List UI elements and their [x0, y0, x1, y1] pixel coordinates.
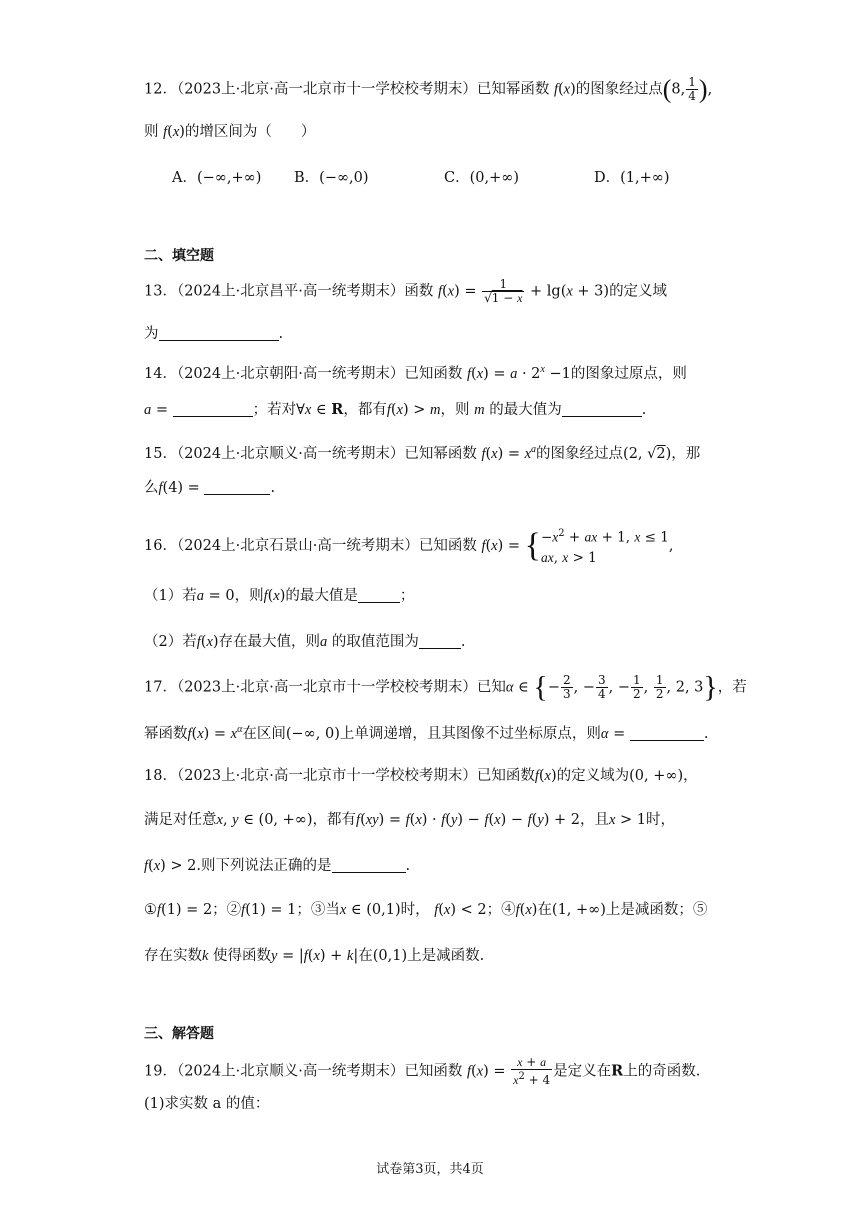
- q14-answer-blank-1[interactable]: [173, 400, 253, 417]
- q12-line1: 12．（2023上·北京·高一北京市十一学校校考期末）已知幂函数 f(x)的图象经过点(8, $\frac{1}{4}$ ),: [144, 74, 713, 104]
- q18-line5: 存在实数k 使得函数y = |f(x) + k|在(0,1)上是减函数.: [144, 948, 485, 964]
- q12-option-c: C．(0,+∞): [444, 170, 519, 186]
- q14-answer-blank-2[interactable]: [562, 400, 642, 417]
- page-footer: 试卷第3页，共4页: [376, 1162, 484, 1177]
- q13-line1: 13．（2024上·北京昌平·高一统考期末）函数 f(x) = $\frac{1}{√1 - x}$ + lg(x + 3)的定义域: [144, 277, 668, 305]
- q12-line2: 则 f(x)的增区间为（ ）: [144, 124, 316, 140]
- q19-sub1: (1)求实数 a 的值：: [144, 1096, 270, 1112]
- section-answer: 三、解答题: [144, 1026, 214, 1042]
- q15-line1: 15．（2024上·北京顺义·高一统考期末）已知幂函数 $f(x) = x^a$的图象经过点(2, √2)，那: [144, 444, 701, 462]
- q17-line1: 17．（2023上·北京·高一北京市十一学校校考期末）已知α ∈ {− $\frac{2}{3}$ , − $\frac{3}{4}$ , − $\frac{1}{2}$ , $\frac{1}{2}$ , 2, 3}，若: [144, 670, 747, 704]
- q16-answer-blank-1[interactable]: [358, 586, 400, 603]
- q12-option-b: B．(−∞,0): [294, 170, 369, 186]
- q18-line4: ①f(1) = 2；②f(1) = 1；③当x ∈ (0,1)时， f(x) < 2；④f(x)在(1, +∞)上是减函数；⑤: [144, 902, 708, 918]
- q14-line1: 14．（2024上·北京朝阳·高一统考期末）已知函数 $f(x) = a \cdot 2^x -1$的图象过原点，则: [144, 364, 687, 382]
- q18-line1: 18．（2023上·北京·高一北京市十一学校校考期末）已知函数f(x)的定义域为(0, +∞)，: [144, 768, 698, 784]
- q14-line2: a = ；若对∀x ∈ R，都有f(x) > m，则 m 的最大值为 .: [144, 401, 647, 418]
- q13-answer-blank[interactable]: [159, 324, 279, 341]
- q18-line3: f(x) > 2.则下列说法正确的是 .: [144, 858, 411, 874]
- q19-line1: 19．（2024上·北京顺义·高一统考期末）已知函数 f(x) = $\frac{x + a}{x^2 + 4}$ 是定义在R上的奇函数.: [144, 1055, 701, 1087]
- q13-line2: 为 .: [144, 326, 284, 342]
- q15-answer-blank[interactable]: [204, 478, 270, 495]
- q16-sub2: （2）若f(x)存在最大值，则a 的取值范围为 .: [144, 634, 466, 650]
- q15-line2: 么f(4) = .: [144, 480, 276, 496]
- section-fill-in: 二、填空题: [144, 248, 214, 264]
- q18-line2: 满足对任意x, y ∈ (0, +∞)，都有f(xy) = f(x) · f(y) − f(x) − f(y) + 2，且x > 1时，: [144, 812, 676, 828]
- q16-answer-blank-2[interactable]: [419, 632, 461, 649]
- q16-sub1: （1）若a = 0，则f(x)的最大值是 ；: [144, 588, 415, 604]
- q16-line1: 16．（2024上·北京石景山·高一统考期末）已知函数 f(x) = { $-x^2$ + ax + 1, x ≤ 1 ax, x > 1 ,: [144, 526, 674, 566]
- q18-answer-blank[interactable]: [332, 856, 406, 873]
- q17-answer-blank[interactable]: [630, 724, 704, 741]
- q12-option-d: D．(1,+∞): [594, 170, 670, 186]
- q17-line2: 幂函数$f(x) = x^\alpha$在区间(−∞, 0)上单调递增，且其图像不过坐标原点，则α = .: [144, 724, 709, 742]
- q12-option-a: A．(−∞,+∞): [172, 170, 262, 186]
